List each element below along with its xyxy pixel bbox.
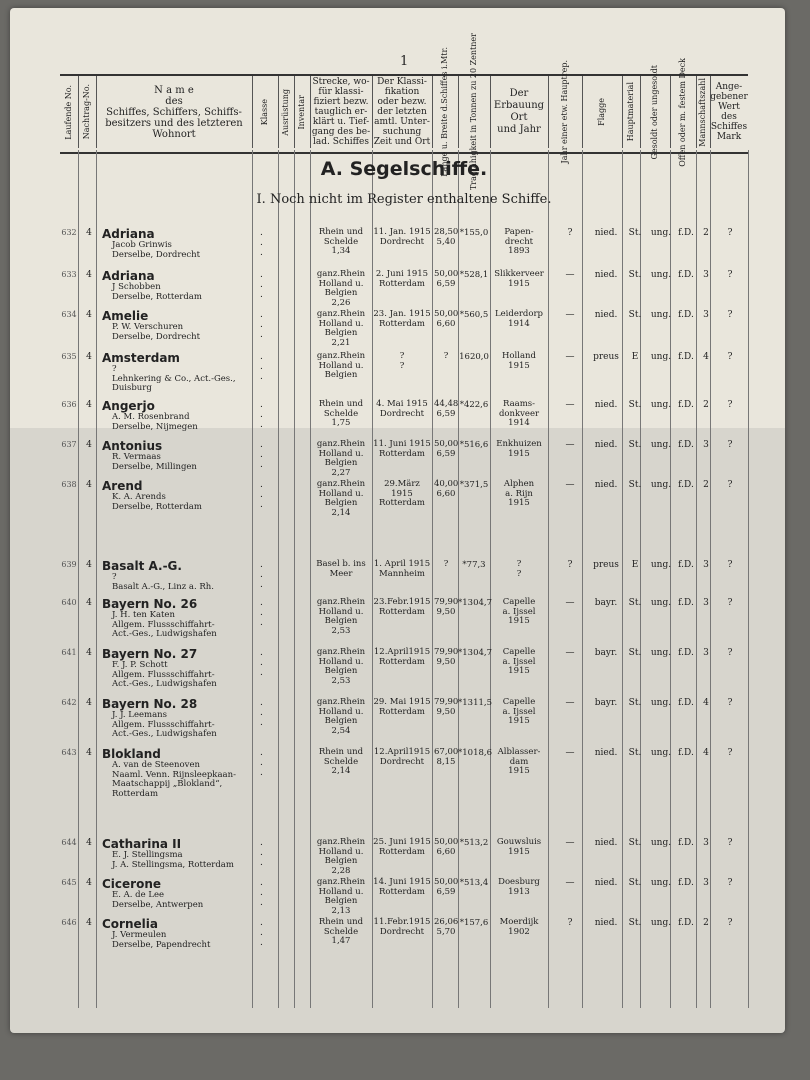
off-cell: f.D.	[678, 878, 694, 888]
flag-cell: nied.	[594, 400, 618, 410]
ges-cell: ung.	[650, 400, 672, 410]
wert-cell: ?	[727, 560, 733, 570]
owner-text: J. J. Leemans Allgem. Flussschiffahrt- Act.-Ges., Ludwigshafen	[112, 710, 217, 739]
flag-cell: bayr.	[594, 598, 618, 608]
dim-cell: 67,00 8,15	[434, 747, 459, 767]
dots-cell: . . .	[260, 560, 277, 590]
nachtrag-cell: 4	[86, 748, 92, 758]
header-laufende: Laufende No.	[60, 76, 79, 148]
header-mannschaft: Mannschaftszahl	[696, 76, 711, 148]
ship-name-cell	[102, 748, 252, 799]
dots-cell: . . .	[260, 352, 277, 382]
no-cell: 640	[61, 598, 77, 607]
haupt-cell: —	[565, 838, 575, 848]
wert-cell: ?	[727, 838, 733, 848]
no-cell: 637	[61, 440, 77, 449]
ges-cell: ung.	[650, 480, 672, 490]
dots-cell: . . .	[260, 228, 277, 258]
mat-cell: St.	[628, 838, 642, 848]
no-cell: 633	[61, 270, 77, 279]
dots-cell: . . .	[260, 598, 277, 628]
owner-text: Jacob Grinwis Derselbe, Dordrecht	[112, 240, 201, 260]
owner-text: J Schobben Derselbe, Rotterdam	[112, 282, 202, 302]
trag-cell: *1304,7	[458, 648, 492, 658]
klass-cell: 14. Juni 1915 Rotterdam	[373, 877, 431, 897]
dim-cell: 50,00 6,59	[434, 269, 459, 289]
header-gesoldt: Gesoldt oder ungesoldt	[640, 76, 671, 148]
haupt-cell: —	[565, 648, 575, 658]
wert-cell: ?	[727, 400, 733, 410]
haupt-cell: —	[565, 480, 575, 490]
dim-cell: 44,48 6,59	[434, 399, 459, 419]
flag-cell: nied.	[594, 748, 618, 758]
nachtrag-cell: 4	[86, 598, 92, 608]
strecke-cell: Rhein und Schelde 2,14	[318, 747, 364, 776]
nachtrag-cell: 4	[86, 440, 92, 450]
dim-cell: 50,00 6,59	[434, 877, 459, 897]
bau-cell: Capelle a. Ijssel 1915	[502, 597, 536, 626]
off-cell: f.D.	[678, 918, 694, 928]
nachtrag-cell: 4	[86, 838, 92, 848]
off-cell: f.D.	[678, 838, 694, 848]
header-laenge: Länge u. Breite d.Schiffes i.Mtr.	[432, 76, 459, 148]
dim-cell: 50,00 6,60	[434, 837, 459, 857]
haupt-cell: —	[565, 352, 575, 362]
mat-cell: St.	[628, 310, 642, 320]
ship-name: Cicerone	[102, 877, 162, 891]
nachtrag-cell: 4	[86, 560, 92, 570]
dots-cell: . . .	[260, 918, 277, 948]
haupt-cell: —	[565, 310, 575, 320]
wert-cell: ?	[727, 228, 733, 238]
flag-cell: nied.	[594, 918, 618, 928]
bau-cell: Alphen a. Rijn 1915	[503, 479, 535, 508]
haupt-cell: —	[565, 698, 575, 708]
dots-cell: . . .	[260, 648, 277, 678]
owner-text: R. Vermaas Derselbe, Millingen	[112, 452, 197, 472]
strecke-cell: Rhein und Schelde 1,75	[318, 399, 364, 428]
trag-cell: *422,6	[459, 400, 489, 410]
no-cell: 639	[61, 560, 77, 569]
dim-cell: 50,00 6,59	[434, 439, 459, 459]
mat-cell: St.	[628, 648, 642, 658]
header-hauptmaterial: Hauptmaterial	[622, 76, 641, 148]
ges-cell: ung.	[650, 918, 672, 928]
owner-text: A. van de Steenoven Naaml. Venn. Rijnsleepkaan- Maatschappij „Blokland“, Rotterdam	[112, 760, 236, 799]
trag-cell: *371,5	[459, 480, 489, 490]
off-cell: f.D.	[678, 270, 694, 280]
mat-cell: St.	[628, 598, 642, 608]
mann-cell: 3	[703, 310, 709, 320]
dim-cell: 28,50 5,40	[434, 227, 459, 247]
bau-cell: Slikkerveer 1915	[494, 269, 544, 289]
ship-name-cell	[102, 560, 252, 592]
wert-cell: ?	[727, 270, 733, 280]
bau-cell: Holland 1915	[502, 351, 536, 371]
ship-name: Adriana	[102, 227, 155, 241]
ges-cell: ung.	[650, 598, 672, 608]
wert-cell: ?	[727, 440, 733, 450]
nachtrag-cell: 4	[86, 310, 92, 320]
column-line	[252, 150, 253, 1008]
trag-cell: *1018,6	[458, 748, 492, 758]
no-cell: 644	[61, 838, 77, 847]
mat-cell: St.	[628, 748, 642, 758]
column-line	[548, 150, 549, 1008]
ship-name-cell	[102, 352, 252, 394]
trag-cell: *560,5	[459, 310, 489, 320]
bau-cell: ? ?	[516, 559, 522, 579]
header-erbauung: Der Erbauung Ort und Jahr	[490, 76, 549, 148]
header-nachtrag: Nachtrag-No.	[78, 76, 97, 148]
owner-text: ? Basalt A.-G., Linz a. Rh.	[112, 572, 214, 592]
mann-cell: 3	[703, 648, 709, 658]
klass-cell: 11. Juni 1915 Rotterdam	[373, 439, 431, 459]
klass-cell: 23.Febr.1915 Rotterdam	[373, 597, 431, 617]
mat-cell: E	[631, 560, 639, 570]
owner-text: E. A. de Lee Derselbe, Antwerpen	[112, 890, 204, 910]
nachtrag-cell: 4	[86, 352, 92, 362]
mat-cell: St.	[628, 878, 642, 888]
trag-cell: *157,6	[459, 918, 489, 928]
strecke-cell: ganz.Rhein Holland u. Belgien 2,53	[316, 597, 366, 636]
nachtrag-cell: 4	[86, 698, 92, 708]
owner-text: E. J. Stellingsma J. A. Stellingsma, Rotterdam	[112, 850, 234, 870]
column-line	[432, 150, 433, 1008]
off-cell: f.D.	[678, 352, 694, 362]
no-cell: 636	[61, 400, 77, 409]
ges-cell: ung.	[650, 560, 672, 570]
off-cell: f.D.	[678, 480, 694, 490]
ship-name: Blokland	[102, 747, 161, 761]
column-line	[96, 150, 97, 1008]
mat-cell: St.	[628, 270, 642, 280]
flag-cell: nied.	[594, 440, 618, 450]
header-name: N a m e des Schiffes, Schiffers, Schiffs- besitzers und des letzteren Wohnort	[96, 76, 253, 148]
bau-cell: Doesburg 1913	[498, 877, 540, 897]
owner-text: F. J. P. Schott Allgem. Flussschiffahrt- Act.-Ges., Ludwigshafen	[112, 660, 217, 689]
mann-cell: 4	[703, 352, 709, 362]
column-line	[748, 150, 749, 1008]
ges-cell: ung.	[650, 748, 672, 758]
header-offen: Offen oder m. festem Deck	[670, 76, 697, 148]
no-cell: 642	[61, 698, 77, 707]
flag-cell: bayr.	[594, 648, 618, 658]
dots-cell: . . .	[260, 698, 277, 728]
mann-cell: 2	[703, 480, 709, 490]
haupt-cell: —	[565, 748, 575, 758]
ges-cell: ung.	[650, 878, 672, 888]
owner-text: A. M. Rosenbrand Derselbe, Nijmegen	[112, 412, 198, 432]
off-cell: f.D.	[678, 648, 694, 658]
dots-cell: . . .	[260, 878, 277, 908]
dim-cell: 26,06 5,70	[434, 917, 459, 937]
haupt-cell: —	[565, 440, 575, 450]
ship-name-cell	[102, 838, 252, 870]
nachtrag-cell: 4	[86, 400, 92, 410]
mann-cell: 3	[703, 838, 709, 848]
klass-cell: 12.April1915 Rotterdam	[373, 647, 431, 667]
strecke-cell: ganz.Rhein Holland u. Belgien 2,54	[316, 697, 366, 736]
no-cell: 634	[61, 310, 77, 319]
nachtrag-cell: 4	[86, 270, 92, 280]
klass-cell: 4. Mai 1915 Dordrecht	[376, 399, 428, 419]
owner-text: J. H. ten Katen Allgem. Flussschiffahrt- Act.-Ges., Ludwigshafen	[112, 610, 217, 639]
strecke-cell: Rhein und Schelde 1,34	[318, 227, 364, 256]
strecke-cell: Basel b. ins Meer	[316, 559, 366, 579]
wert-cell: ?	[727, 878, 733, 888]
wert-cell: ?	[727, 698, 733, 708]
ges-cell: ung.	[650, 648, 672, 658]
owner-text: K. A. Arends Derselbe, Rotterdam	[112, 492, 202, 512]
header-trag: Tragfähigkeit in Tonnen zu 20 Zentner	[458, 76, 491, 148]
klass-cell: 11.Febr.1915 Dordrecht	[373, 917, 431, 937]
no-cell: 645	[61, 878, 77, 887]
bau-cell: Enkhuizen 1915	[496, 439, 542, 459]
owner-text: ? Lehnkering & Co., Act.-Ges., Duisburg	[112, 364, 236, 393]
ges-cell: ung.	[650, 838, 672, 848]
flag-cell: nied.	[594, 310, 618, 320]
strecke-cell: ganz.Rhein Holland u. Belgien 2,21	[316, 309, 366, 348]
ship-name-cell	[102, 270, 252, 302]
nachtrag-cell: 4	[86, 480, 92, 490]
wert-cell: ?	[727, 352, 733, 362]
mat-cell: St.	[628, 228, 642, 238]
haupt-cell: —	[565, 878, 575, 888]
mann-cell: 2	[703, 228, 709, 238]
klass-cell: 25. Juni 1915 Rotterdam	[373, 837, 431, 857]
bau-cell: Gouwsluis 1915	[496, 837, 542, 857]
trag-cell: *1304,7	[458, 598, 492, 608]
haupt-cell: ?	[567, 560, 573, 570]
ship-name-cell	[102, 400, 252, 432]
ship-name: Catharina II	[102, 837, 182, 851]
flag-cell: bayr.	[594, 698, 618, 708]
ship-name-cell	[102, 878, 252, 910]
dim-cell: 79,90 9,50	[434, 647, 459, 667]
off-cell: f.D.	[678, 698, 694, 708]
klass-cell: ? ?	[399, 351, 405, 371]
off-cell: f.D.	[678, 748, 694, 758]
trag-cell: 1620,0	[459, 352, 489, 362]
wert-cell: ?	[727, 918, 733, 928]
off-cell: f.D.	[678, 400, 694, 410]
mat-cell: St.	[628, 480, 642, 490]
bau-cell: Alblasser- dam 1915	[497, 747, 541, 776]
wert-cell: ?	[727, 310, 733, 320]
nachtrag-cell: 4	[86, 648, 92, 658]
ges-cell: ung.	[650, 270, 672, 280]
ship-name-cell	[102, 480, 252, 512]
section-title: A. Segelschiffe.	[320, 158, 488, 180]
strecke-cell: Rhein und Schelde 1,47	[318, 917, 364, 946]
strecke-cell: ganz.Rhein Holland u. Belgien 2,53	[316, 647, 366, 686]
bau-cell: Moerdijk 1902	[499, 917, 539, 937]
strecke-cell: ganz.Rhein Holland u. Belgien 2,27	[316, 439, 366, 478]
mat-cell: E	[631, 352, 639, 362]
ship-name: Amelie	[102, 309, 149, 323]
owner-text: J. Vermeulen Derselbe, Papendrecht	[112, 930, 211, 950]
header-inventar: Inventar	[294, 76, 311, 148]
dim-cell: 50,00 6,60	[434, 309, 459, 329]
mann-cell: 3	[703, 270, 709, 280]
dots-cell: . . .	[260, 838, 277, 868]
klass-cell: 29. Mai 1915 Rotterdam	[373, 697, 431, 717]
flag-cell: nied.	[594, 228, 618, 238]
header-flagge: Flagge	[582, 76, 623, 148]
section-subtitle: I. Noch nicht im Register enthaltene Schiffe.	[256, 192, 552, 207]
mat-cell: St.	[628, 400, 642, 410]
bau-cell: Raams- donkveer 1914	[498, 399, 540, 428]
wert-cell: ?	[727, 598, 733, 608]
trag-cell: *1311,5	[458, 698, 492, 708]
trag-cell: *77,3	[462, 560, 486, 570]
nachtrag-cell: 4	[86, 878, 92, 888]
flag-cell: nied.	[594, 838, 618, 848]
mann-cell: 2	[703, 400, 709, 410]
ship-name: Arend	[102, 479, 143, 493]
ges-cell: ung.	[650, 352, 672, 362]
strecke-cell: ganz.Rhein Holland u. Belgien	[316, 351, 366, 380]
haupt-cell: —	[565, 270, 575, 280]
page-number: 1	[400, 54, 409, 69]
header-klasse: Klasse	[252, 76, 279, 148]
ges-cell: ung.	[650, 310, 672, 320]
ship-name: Cornelia	[102, 917, 158, 931]
mat-cell: St.	[628, 698, 642, 708]
header-klassifikation: Der Klassi- fikation oder bezw. der letzten amtl. Unter- suchung Zeit und Ort	[372, 76, 433, 148]
ship-name-cell	[102, 440, 252, 472]
mat-cell: St.	[628, 918, 642, 928]
mann-cell: 3	[703, 878, 709, 888]
ship-name: Amsterdam	[102, 351, 180, 365]
off-cell: f.D.	[678, 560, 694, 570]
ship-name: Bayern No. 27	[102, 647, 198, 661]
strecke-cell: ganz.Rhein Holland u. Belgien 2,14	[316, 479, 366, 518]
dim-cell: 79,90 9,50	[434, 597, 459, 617]
nachtrag-cell: 4	[86, 918, 92, 928]
ship-name: Adriana	[102, 269, 155, 283]
header-ausrustung: Ausrüstung	[278, 76, 295, 148]
klass-cell: 12.April1915 Dordrecht	[373, 747, 431, 767]
ship-name: Antonius	[102, 439, 163, 453]
ges-cell: ung.	[650, 440, 672, 450]
flag-cell: nied.	[594, 270, 618, 280]
dots-cell: . . .	[260, 748, 277, 778]
ship-name-cell	[102, 698, 252, 740]
wert-cell: ?	[727, 480, 733, 490]
wert-cell: ?	[727, 748, 733, 758]
dots-cell: . . .	[260, 400, 277, 430]
ship-name: Bayern No. 26	[102, 597, 198, 611]
nachtrag-cell: 4	[86, 228, 92, 238]
klass-cell: 11. Jan. 1915 Dordrecht	[373, 227, 431, 247]
haupt-cell: ?	[567, 228, 573, 238]
haupt-cell: —	[565, 598, 575, 608]
dim-cell: 79,90 9,50	[434, 697, 459, 717]
ges-cell: ung.	[650, 698, 672, 708]
klass-cell: 1. April 1915 Mannheim	[373, 559, 431, 579]
no-cell: 643	[61, 748, 77, 757]
ship-name: Basalt A.-G.	[102, 559, 182, 573]
bau-cell: Capelle a. Ijssel 1915	[502, 697, 536, 726]
trag-cell: *516,6	[459, 440, 489, 450]
ledger-page	[10, 8, 785, 1033]
klass-cell: 2. Juni 1915 Rotterdam	[375, 269, 429, 289]
header-wert: Ange- gebener Wert des Schiffes Mark	[710, 82, 748, 142]
flag-cell: nied.	[594, 480, 618, 490]
ship-name: Bayern No. 28	[102, 697, 198, 711]
haupt-cell: —	[565, 400, 575, 410]
no-cell: 646	[61, 918, 77, 927]
mann-cell: 4	[703, 748, 709, 758]
ship-name-cell	[102, 228, 252, 260]
trag-cell: *155,0	[459, 228, 489, 238]
column-line	[78, 150, 79, 1008]
bau-cell: Leiderdorp 1914	[495, 309, 543, 329]
ship-name-cell	[102, 648, 252, 690]
off-cell: f.D.	[678, 228, 694, 238]
no-cell: 641	[61, 648, 77, 657]
bau-cell: Capelle a. Ijssel 1915	[502, 647, 536, 676]
mat-cell: St.	[628, 440, 642, 450]
mann-cell: 3	[703, 440, 709, 450]
mann-cell: 3	[703, 560, 709, 570]
flag-cell: preus	[593, 560, 619, 570]
flag-cell: nied.	[594, 878, 618, 888]
trag-cell: *513,2	[459, 838, 489, 848]
dots-cell: . . .	[260, 310, 277, 340]
strecke-cell: ganz.Rhein Holland u. Belgien 2,13	[316, 877, 366, 916]
wert-cell: ?	[727, 648, 733, 658]
owner-text: P. W. Verschuren Derselbe, Dordrecht	[112, 322, 201, 342]
ship-name-cell	[102, 918, 252, 950]
mann-cell: 2	[703, 918, 709, 928]
off-cell: f.D.	[678, 598, 694, 608]
dots-cell: . . .	[260, 270, 277, 300]
haupt-cell: ?	[567, 918, 573, 928]
dim-cell: ?	[443, 351, 449, 361]
ship-name: Angerjo	[102, 399, 155, 413]
strecke-cell: ganz.Rhein Holland u. Belgien 2,28	[316, 837, 366, 876]
ges-cell: ung.	[650, 228, 672, 238]
no-cell: 632	[61, 228, 77, 237]
klass-cell: 29.März 1915 Rotterdam	[378, 479, 425, 508]
dots-cell: . . .	[260, 440, 277, 470]
mann-cell: 3	[703, 598, 709, 608]
mann-cell: 4	[703, 698, 709, 708]
strecke-cell: ganz.Rhein Holland u. Belgien 2,26	[316, 269, 366, 308]
dots-cell: . . .	[260, 480, 277, 510]
ship-name-cell	[102, 598, 252, 640]
trag-cell: *528,1	[459, 270, 489, 280]
header-strecke: Strecke, wo- für klassi- fiziert bezw. tauglich er- klärt u. Tief- gang des be- lad. Schiffes	[310, 76, 373, 148]
klass-cell: 23. Jan. 1915 Rotterdam	[373, 309, 431, 329]
dim-cell: 40,00 6,60	[434, 479, 459, 499]
dim-cell: ?	[443, 559, 449, 569]
off-cell: f.D.	[678, 310, 694, 320]
no-cell: 638	[61, 480, 77, 489]
bau-cell: Papen- drecht 1893	[504, 227, 534, 256]
flag-cell: preus	[593, 352, 619, 362]
trag-cell: *513,4	[459, 878, 489, 888]
header-hauptrep: Jahr einer etw. Hauptrep.	[548, 76, 583, 148]
ship-name-cell	[102, 310, 252, 342]
no-cell: 635	[61, 352, 77, 361]
off-cell: f.D.	[678, 440, 694, 450]
